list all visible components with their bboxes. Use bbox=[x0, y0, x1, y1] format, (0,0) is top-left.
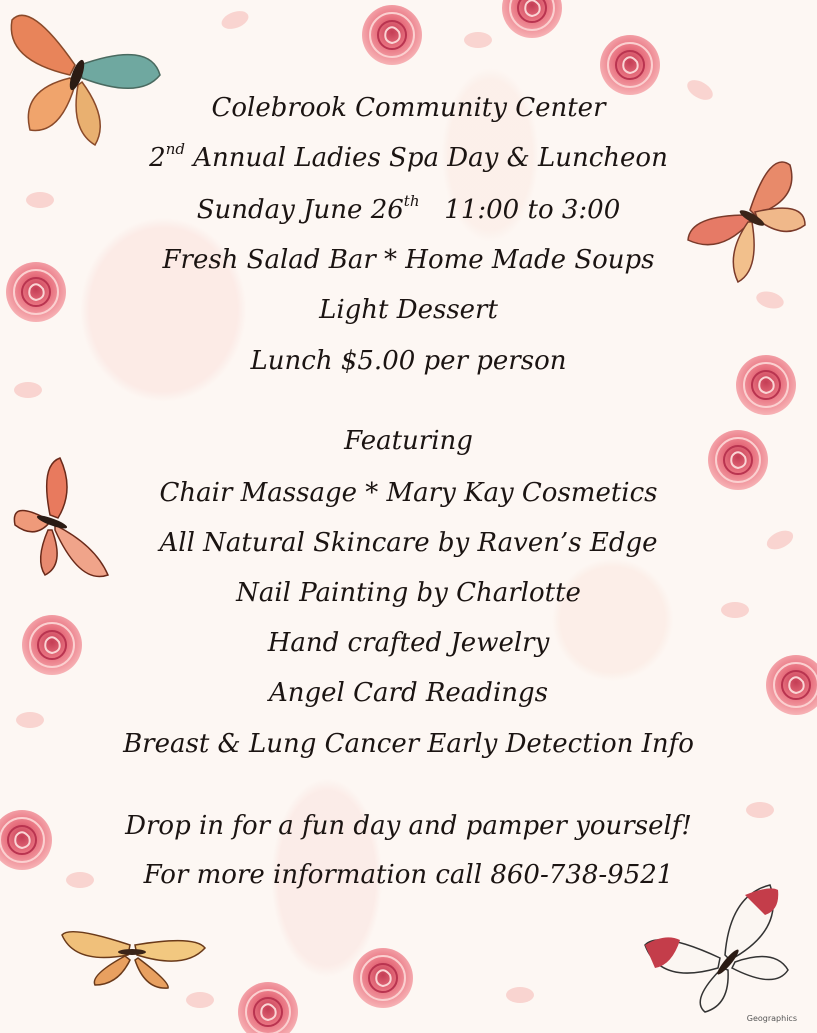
menu-line-2: Light Dessert bbox=[319, 295, 498, 325]
event-number: 2 bbox=[149, 143, 166, 173]
event-ordinal-suffix: nd bbox=[165, 140, 185, 158]
event-title-line bbox=[0, 142, 817, 174]
closing-line: Drop in for a fun day and pamper yourself! bbox=[125, 811, 692, 841]
publisher-credit: Geographics bbox=[746, 1014, 797, 1023]
venue-line bbox=[0, 92, 817, 124]
feature-item: All Natural Skincare by Raven’s Edge bbox=[159, 528, 658, 558]
feature-item: Nail Painting by Charlotte bbox=[236, 578, 581, 608]
date-suffix: th bbox=[403, 192, 420, 210]
event-time: 11:00 to 3:00 bbox=[444, 195, 621, 225]
event-name: Annual Ladies Spa Day & Luncheon bbox=[193, 143, 668, 173]
event-date: Sunday June 26 bbox=[196, 195, 404, 225]
venue: Colebrook Community Center bbox=[211, 93, 606, 123]
feature-item: Breast & Lung Cancer Early Detection Info bbox=[123, 729, 694, 759]
date-time-line bbox=[0, 194, 817, 226]
featuring-heading: Featuring bbox=[344, 426, 473, 456]
feature-item: Chair Massage * Mary Kay Cosmetics bbox=[159, 478, 658, 508]
price-line: Lunch $5.00 per person bbox=[250, 346, 567, 376]
menu-line-1: Fresh Salad Bar * Home Made Soups bbox=[162, 245, 655, 275]
contact-line: For more information call 860-738-9521 bbox=[143, 860, 674, 890]
feature-item: Angel Card Readings bbox=[268, 678, 549, 708]
feature-item: Hand crafted Jewelry bbox=[267, 628, 550, 658]
